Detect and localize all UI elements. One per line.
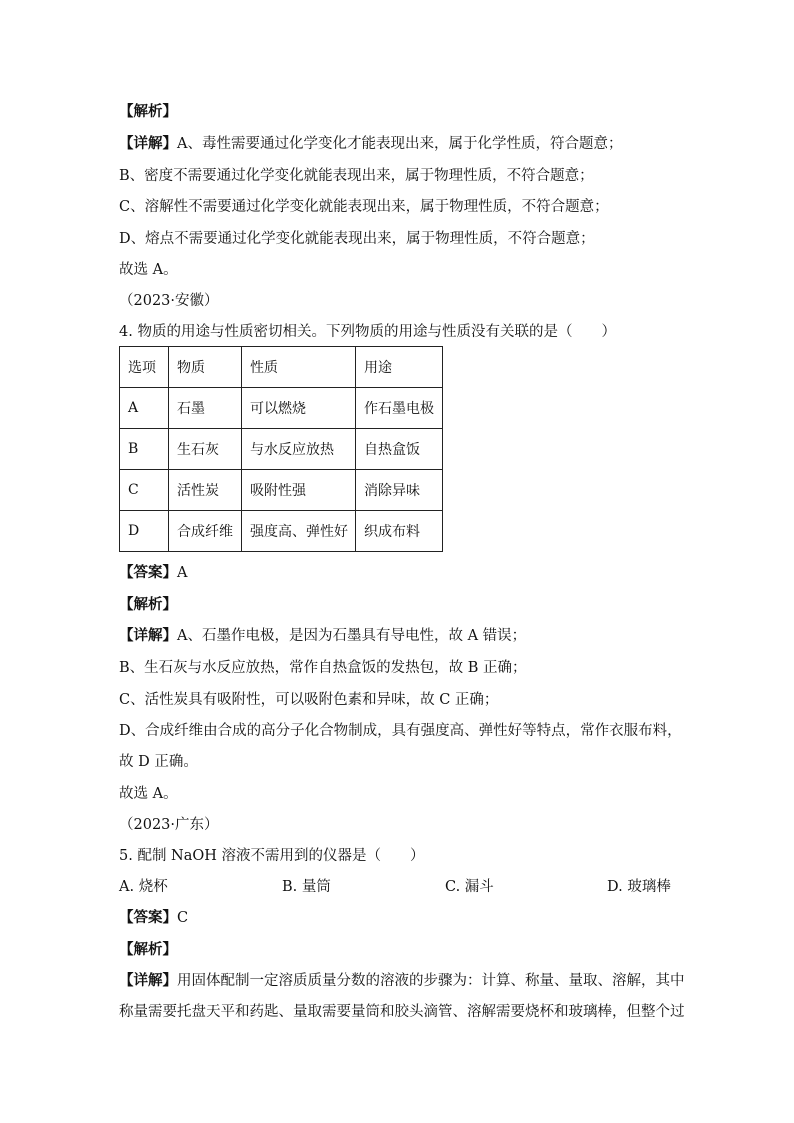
- question-stem: 5. 配制 NaOH 溶液不需用到的仪器是（ ）: [119, 848, 425, 864]
- table-header-cell: 性质: [242, 347, 356, 388]
- table-cell: 活性炭: [169, 470, 242, 511]
- table-cell: 与水反应放热: [242, 429, 356, 470]
- detail-line: B、生石灰与水反应放热，常作自热盒饭的发热包，故 B 正确；: [119, 660, 527, 676]
- detail-tag: 【详解】: [119, 135, 177, 152]
- answer-tag: 【答案】: [119, 909, 177, 926]
- detail-text: 用固体配制一定溶质质量分数的溶液的步骤为：计算、称量、量取、溶解，其中: [177, 973, 685, 989]
- detail-line: C、溶解性不需要通过化学变化就能表现出来，属于物理性质，不符合题意；: [119, 199, 609, 215]
- table-cell: 石墨: [169, 388, 242, 429]
- answer-line: [119, 908, 188, 928]
- table-cell: 自热盒饭: [356, 429, 443, 470]
- detail-line: C、活性炭具有吸附性，可以吸附色素和异味，故 C 正确；: [119, 692, 499, 708]
- answer-line: [119, 563, 187, 583]
- table-cell: C: [120, 470, 169, 511]
- option-a: A. 烧杯: [119, 879, 168, 895]
- table-header-cell: 用途: [356, 347, 443, 388]
- detail-tag: 【详解】: [119, 972, 177, 989]
- table-row: [120, 470, 443, 511]
- table-cell: 合成纤维: [169, 511, 242, 552]
- table-cell: 消除异味: [356, 470, 443, 511]
- table-cell: 织成布料: [356, 511, 443, 552]
- table-row: [120, 511, 443, 552]
- detail-line: D、合成纤维由合成的高分子化合物制成，具有强度高、弹性好等特点，常作衣服布料，: [119, 723, 682, 739]
- conclusion: 故选 A。: [119, 262, 178, 278]
- detail-line: 称量需要托盘天平和药匙、量取需要量筒和胶头滴管、溶解需要烧杯和玻璃棒，但整个过: [119, 1004, 685, 1020]
- detail-line: [119, 626, 526, 646]
- table-header-cell: 物质: [169, 347, 242, 388]
- question-table: [119, 346, 443, 552]
- table-cell: 强度高、弹性好: [242, 511, 356, 552]
- answer-value: A: [177, 565, 188, 581]
- option-c: C. 漏斗: [445, 879, 494, 895]
- table-row: [120, 388, 443, 429]
- table-row: [120, 429, 443, 470]
- detail-tag: 【详解】: [119, 627, 177, 644]
- analysis-tag: 【解析】: [119, 103, 177, 120]
- question-stem: 4. 物质的用途与性质密切相关。下列物质的用途与性质没有关联的是（ ）: [119, 324, 616, 340]
- detail-line: B、密度不需要通过化学变化就能表现出来，属于物理性质，不符合题意；: [119, 168, 594, 184]
- table-cell: A: [120, 388, 169, 429]
- table-cell: D: [120, 511, 169, 552]
- conclusion: 故选 A。: [119, 786, 178, 802]
- option-b: B. 量筒: [282, 879, 331, 895]
- detail-line: D、熔点不需要通过化学变化就能表现出来，属于物理性质，不符合题意；: [119, 231, 595, 247]
- detail-line: [119, 971, 685, 991]
- question-source: （2023·广东）: [119, 817, 219, 833]
- answer-value: C: [177, 910, 189, 926]
- analysis-tag: 【解析】: [119, 941, 177, 958]
- detail-line: [119, 134, 622, 154]
- table-cell: 作石墨电极: [356, 388, 443, 429]
- analysis-tag: 【解析】: [119, 596, 177, 613]
- detail-text: A、毒性需要通过化学变化才能表现出来，属于化学性质，符合题意；: [177, 136, 623, 152]
- table-cell: 吸附性强: [242, 470, 356, 511]
- table-cell: 生石灰: [169, 429, 242, 470]
- detail-line: 故 D 正确。: [119, 754, 198, 770]
- table-cell: 可以燃烧: [242, 388, 356, 429]
- detail-text: A、石墨作电极，是因为石墨具有导电性，故 A 错误；: [177, 628, 527, 644]
- answer-tag: 【答案】: [119, 564, 177, 581]
- table-header-cell: 选项: [120, 347, 169, 388]
- table-header-row: [120, 347, 443, 388]
- table-cell: B: [120, 429, 169, 470]
- question-source: （2023·安徽）: [119, 293, 219, 309]
- option-d: D. 玻璃棒: [607, 879, 671, 895]
